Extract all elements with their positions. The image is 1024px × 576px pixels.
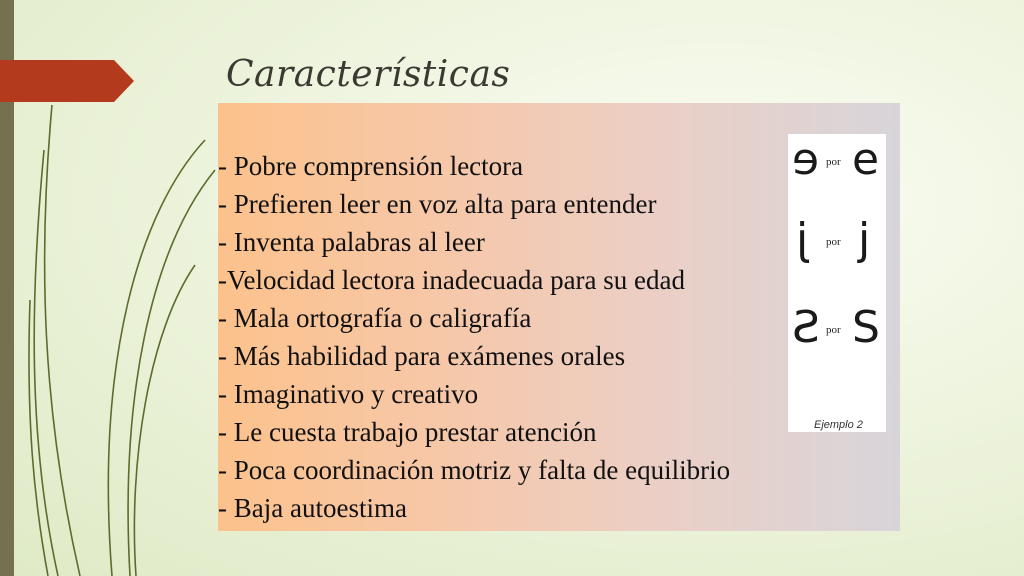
- feature-item: - Le cuesta trabajo prestar atención: [218, 417, 597, 447]
- intended-letter: S: [852, 302, 880, 353]
- example-row-j: [788, 214, 886, 268]
- feature-item: - Inventa palabras al leer: [218, 227, 485, 257]
- feature-item: - Baja autoestima: [218, 493, 407, 523]
- feature-item: -Velocidad lectora inadecuada para su edad: [218, 265, 686, 295]
- slide-title: Características: [226, 54, 511, 95]
- title-accent-arrow: [0, 60, 134, 102]
- letter-reversal-example: [788, 134, 886, 432]
- example-row-s: [788, 302, 886, 356]
- feature-item: - Imaginativo y creativo: [218, 379, 479, 409]
- example-caption: Ejemplo 2: [814, 419, 863, 431]
- por-label: por: [826, 324, 841, 336]
- intended-letter: j: [858, 214, 871, 265]
- written-letter: S: [792, 302, 820, 353]
- intended-letter: e: [852, 134, 880, 185]
- features-panel: [218, 103, 900, 531]
- features-list: [218, 147, 730, 527]
- written-letter: e: [792, 134, 820, 185]
- example-row-e: [788, 134, 886, 188]
- feature-item: - Prefieren leer en voz alta para entender: [218, 189, 657, 219]
- feature-item: - Mala ortografía o caligrafía: [218, 303, 532, 333]
- written-letter: j: [796, 214, 809, 265]
- feature-item: - Poca coordinación motriz y falta de equilibrio: [218, 455, 731, 485]
- por-label: por: [826, 236, 841, 248]
- feature-item: - Más habilidad para exámenes orales: [218, 341, 626, 371]
- por-label: por: [826, 156, 841, 168]
- feature-item: - Pobre comprensión lectora: [218, 151, 524, 181]
